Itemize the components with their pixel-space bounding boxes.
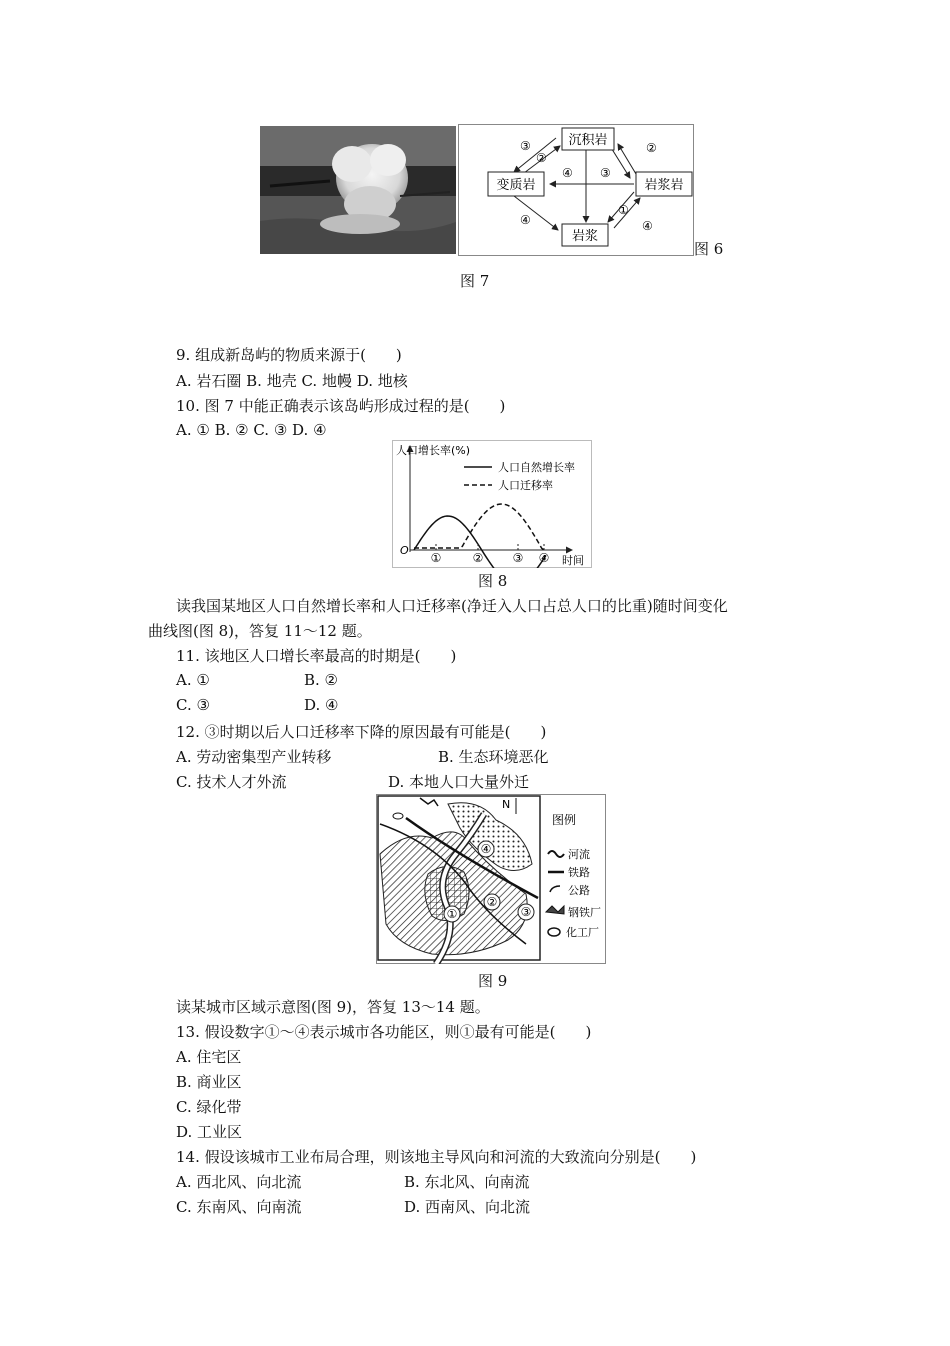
rock-cycle-diagram: [458, 124, 694, 256]
city-map: [376, 794, 606, 964]
question-9-stem: 9. 组成新岛屿的物质来源于( ): [176, 346, 402, 364]
x-tick-label: ②: [472, 551, 484, 565]
q14-option-c: C. 东南风、向南流: [176, 1198, 302, 1216]
q13-option-c: C. 绿化带: [176, 1098, 242, 1116]
question-14-stem: 14. 假设该城市工业布局合理，则该地主导风向和河流的大致流向分别是( ): [176, 1148, 697, 1166]
q12-option-c: C. 技术人才外流: [176, 773, 287, 791]
population-growth-chart: [392, 440, 592, 568]
legend-title: 图例: [552, 813, 577, 827]
legend-river: 河流: [568, 848, 590, 861]
q12-option-d: D. 本地人口大量外迁: [388, 773, 530, 791]
figure-7-caption: 图 7: [460, 272, 490, 290]
legend-chemical-plant: 化工厂: [566, 926, 599, 939]
arrow-label: ④: [562, 166, 573, 180]
question-13-stem: 13. 假设数字①～④表示城市各功能区，则①最有可能是( ): [176, 1023, 592, 1041]
legend-natural-growth: 人口自然增长率: [498, 461, 575, 474]
label-igneous: 岩浆岩: [644, 178, 684, 193]
x-tick-label: ③: [512, 551, 524, 565]
label-sedimentary: 沉积岩: [568, 133, 608, 148]
q14-option-d: D. 西南风、向北流: [404, 1198, 531, 1216]
y-axis-label: 人口增长率(%): [396, 444, 471, 457]
arrow-label: ③: [600, 166, 611, 180]
question-10-options: A. ① B. ② C. ③ D. ④: [176, 421, 327, 439]
figure-8-caption: 图 8: [478, 572, 508, 590]
x-tick-label: ①: [430, 551, 442, 565]
legend-road: 公路: [568, 884, 590, 897]
arrow-label: ①: [618, 203, 629, 217]
zone-2-label: ②: [486, 895, 498, 909]
label-metamorphic: 变质岩: [496, 178, 536, 193]
arrow-label: ④: [642, 219, 653, 233]
q11-option-b: B. ②: [304, 671, 339, 689]
zone-4-label: ④: [480, 842, 492, 856]
north-label: N: [502, 798, 511, 811]
q11-option-a: A. ①: [176, 671, 210, 689]
figure-9-caption: 图 9: [478, 972, 508, 990]
q13-option-b: B. 商业区: [176, 1073, 242, 1091]
legend-railway: 铁路: [568, 866, 590, 879]
q12-option-b: B. 生态环境恶化: [438, 748, 549, 766]
q11-option-c: C. ③: [176, 696, 210, 714]
arrow-label: ②: [646, 141, 657, 155]
question-9-options: A. 岩石圈 B. 地壳 C. 地幔 D. 地核: [176, 372, 408, 390]
figure-6-caption: 图 6: [694, 240, 724, 258]
question-10-stem: 10. 图 7 中能正确表示该岛屿形成过程的是( ): [176, 397, 506, 415]
legend-steel-plant: 钢铁厂: [568, 906, 601, 919]
arrow-label: ②: [536, 151, 547, 165]
legend-migration: 人口迁移率: [498, 479, 553, 492]
question-11-stem: 11. 该地区人口增长率最高的时期是( ): [176, 647, 457, 665]
volcano-photo: [260, 126, 456, 254]
intro-13: 读某城市区域示意图(图 9)，答复 13～14 题。: [176, 998, 490, 1016]
question-12-stem: 12. ③时期以后人口迁移率下降的原因最有可能是( ): [176, 723, 547, 741]
x-tick-label: ④: [538, 551, 550, 565]
origin-label: O: [400, 544, 409, 557]
q13-option-a: A. 住宅区: [176, 1048, 242, 1066]
arrow-label: ③: [520, 139, 531, 153]
zone-1-label: ①: [446, 907, 458, 921]
q11-option-d: D. ④: [304, 696, 339, 714]
q13-option-d: D. 工业区: [176, 1123, 243, 1141]
label-magma: 岩浆: [571, 229, 599, 244]
zone-3-label: ③: [520, 905, 532, 919]
intro-11-line2: 曲线图(图 8)，答复 11～12 题。: [148, 622, 372, 640]
arrow-label: ④: [520, 213, 531, 227]
q14-option-b: B. 东北风、向南流: [404, 1173, 530, 1191]
intro-11-line1: 读我国某地区人口自然增长率和人口迁移率(净迁入人口占总人口的比重)随时间变化: [176, 597, 728, 615]
q12-option-a: A. 劳动密集型产业转移: [176, 748, 332, 766]
q14-option-a: A. 西北风、向北流: [176, 1173, 302, 1191]
x-axis-label: 时间: [562, 554, 584, 567]
